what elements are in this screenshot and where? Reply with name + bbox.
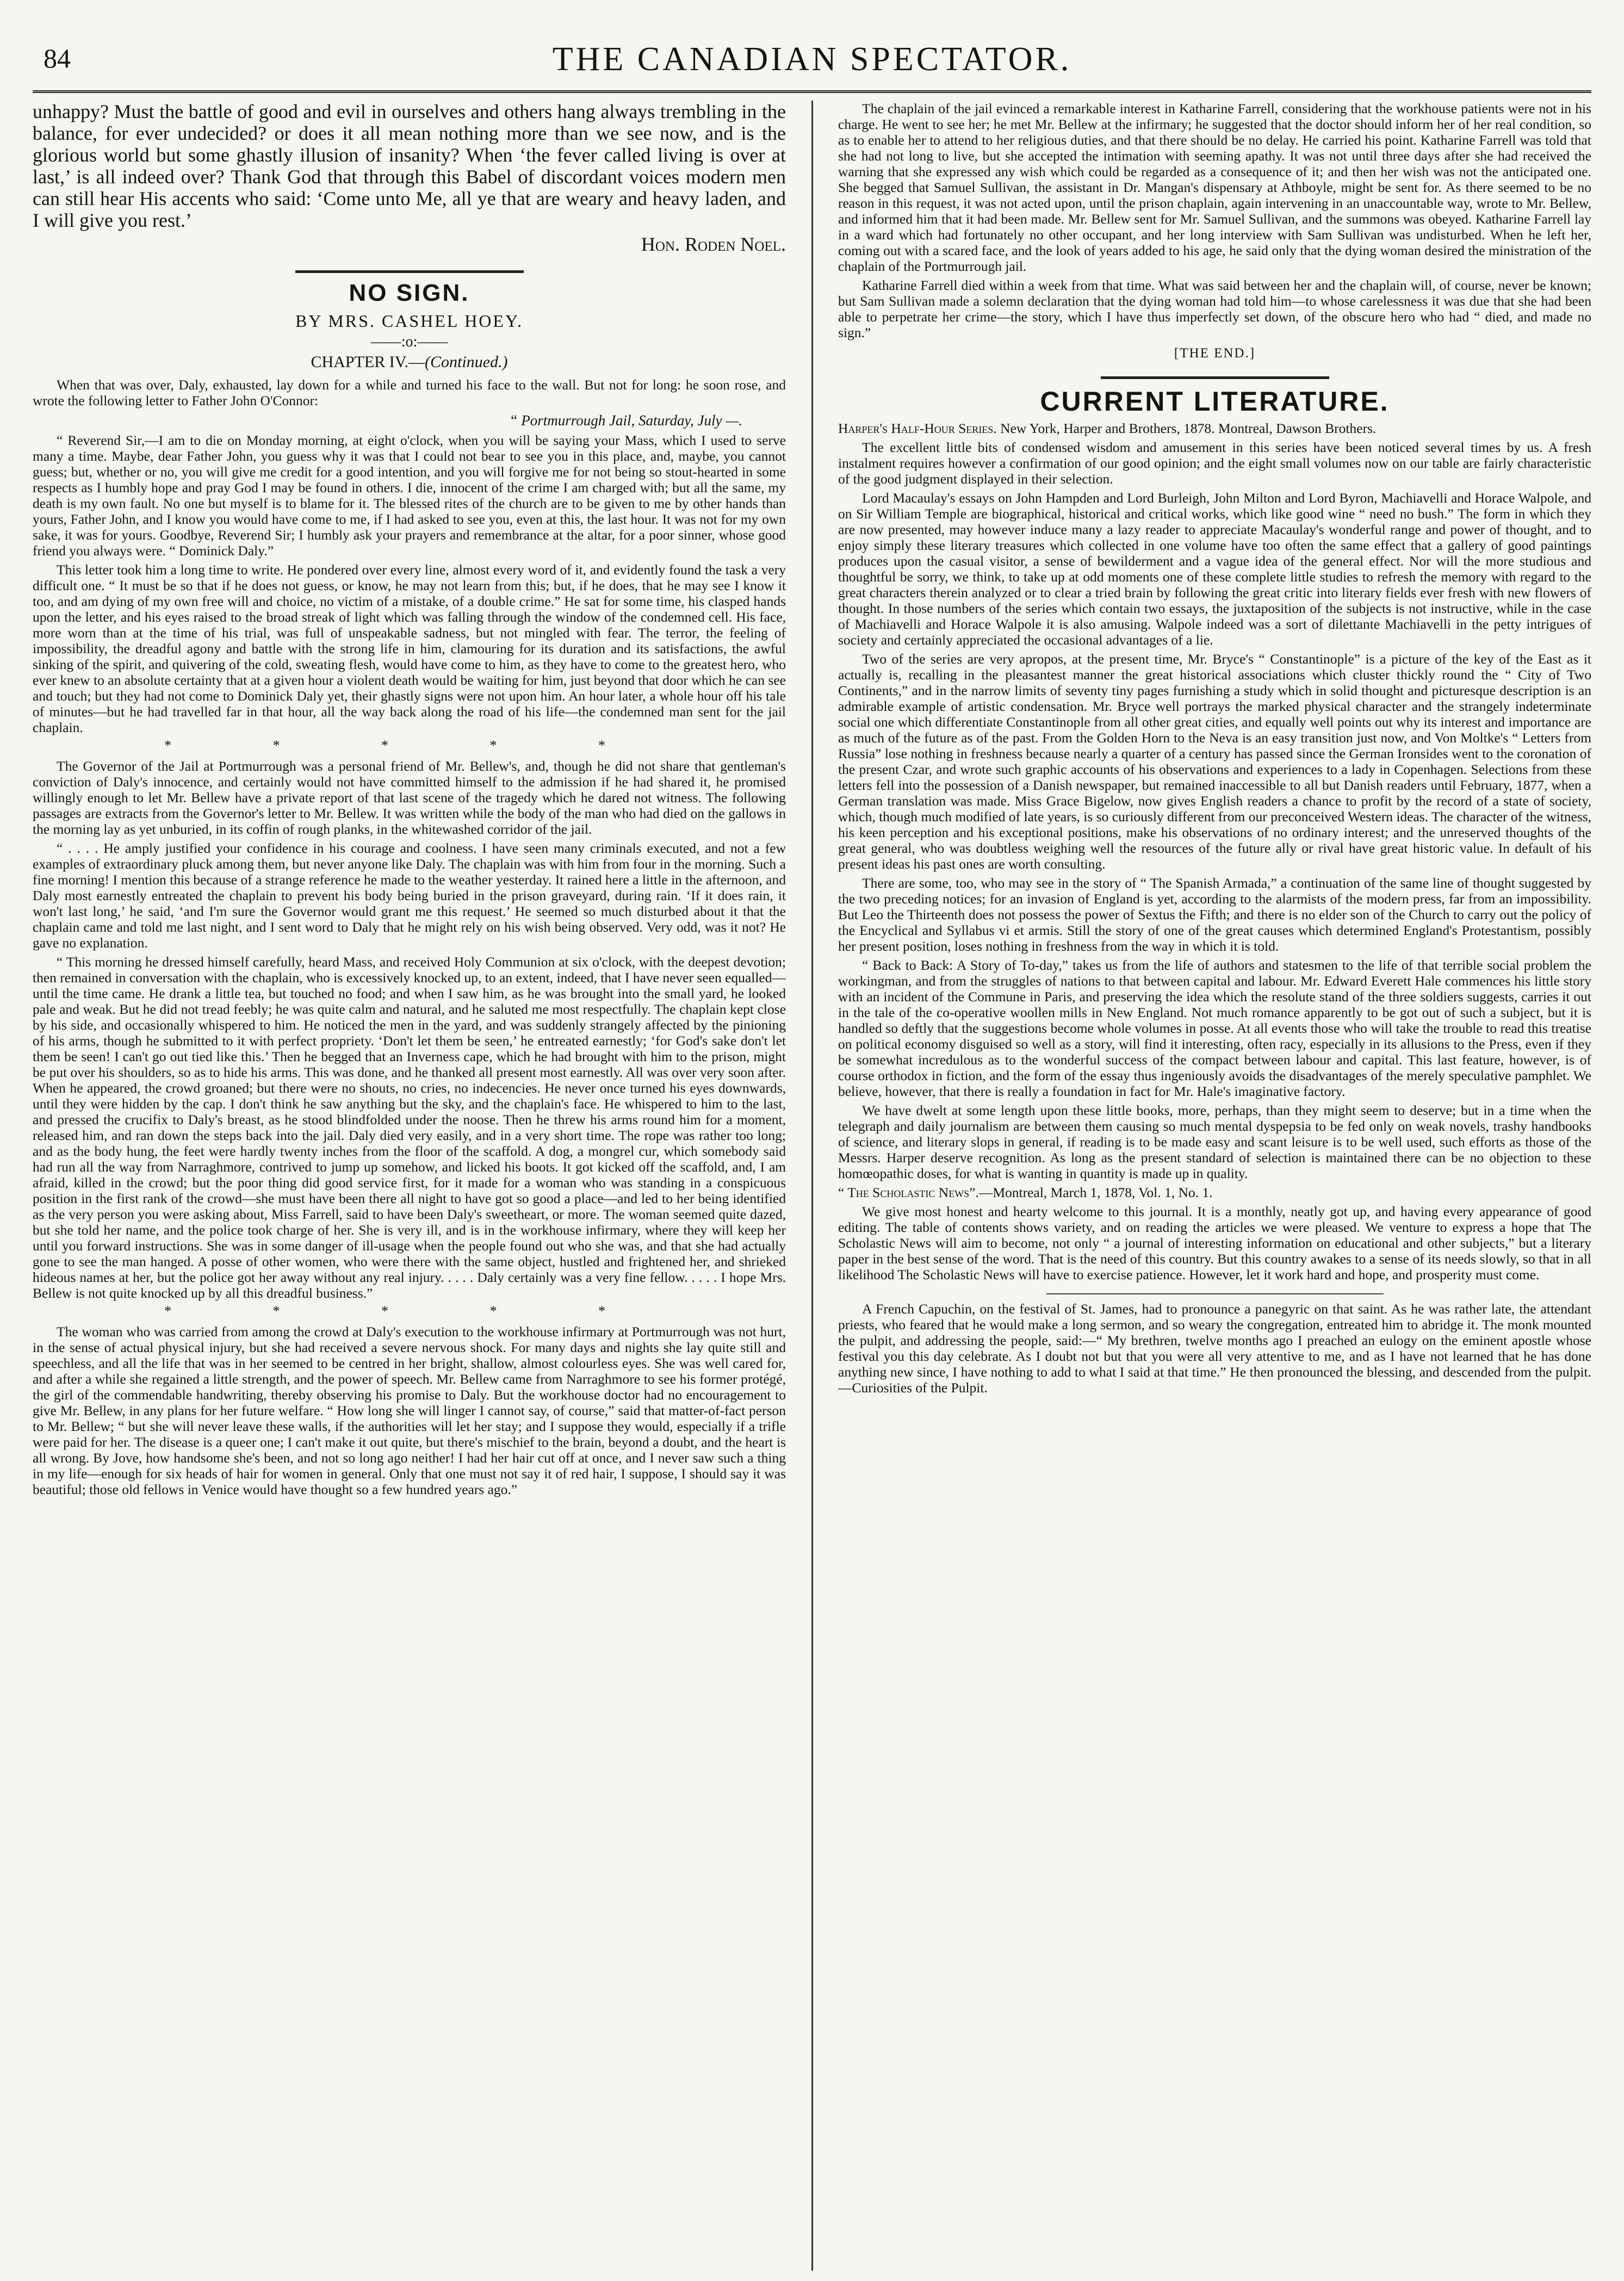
review-paragraph: There are some, too, who may see in the story of “ The Spanish Armada,” a continuation of the same line of thought suggested by the two preceding notices; for an invasion of England is yet, according to the alarmists of the modern press, far from an impossibility. But Leo the Thirteenth does not possess the power of Sextus the Fifth; and there is no elder son of the Church to carry out the policy of the Encyclical and Syllabus vi et armis. Still the story of one of the great causes which determined England's Protestantism, possibly her present position, loses nothing in freshness from the way in which it is told. <box>838 875 1591 954</box>
section-rule <box>295 270 524 273</box>
section-rule <box>1101 376 1329 379</box>
separator: ——:o:—— <box>370 333 448 350</box>
right-column <box>838 101 1591 2271</box>
left-column <box>33 101 786 2271</box>
review-paragraph: Two of the series are very apropos, at the present time, Mr. Bryce's “ Constantinople” is a picture of the key of the East as it actually is, recalling in the pleasantest manner the great historical associations which cluster thickly round the “ City of Two Continents,” and in the narrow limits of seventy tiny pages furnishing a study which in solid thought and picturesque description is an admirable example of artistic condensation. Mr. Bryce well portrays the marked physical character and the strangely indeterminate social one which differentiate Constantinople from all other great cities, and equally well points out why its interest and importance are as much of the future as of the past. From the Golden Horn to the Neva is an easy transition just now, and Von Moltke's “ Letters from Russia” lose nothing in freshness because nearly a quarter of a century has passed since the German Ironsides went to the coronation of the present Czar, and wrote such graphic accounts of his observations and experiences to a lady in Copenhagen. Selections from these letters fell into the possession of a Danish newspaper, but remained inaccessible to all but Danish readers until February, 1877, when a German translation was made. Miss Grace Bigelow, now gives English readers a chance to profit by the record of a state of society, which, though much modified of late years, is so curiously different from our preconceived Western ideas. The character of the witness, his keen perception and his exceptional positions, make his observations of no ordinary interest; and the unreserved thoughts of the great general, who was doubtless weighing well the resources of the future ally or rival have great historic value. In default of his present ideas his past ones are worth consulting. <box>838 651 1591 872</box>
series-name: Harper's Half-Hour Series. <box>838 420 997 436</box>
story-paragraph: Katharine Farrell died within a week from that time. What was said between her and the chaplain will, of course, never be known; but Sam Sullivan made a solemn declaration that the dying woman had told him—to whose carelessness it was due that she had been able to perpetrate her crime—the story, which I have thus imperfectly set down, of the obscure hero who had “ died, and made no sign.” <box>838 277 1591 340</box>
section-title: CURRENT LITERATURE. <box>1040 386 1390 417</box>
page-number: 84 <box>44 43 71 73</box>
letter-dateline: “ Portmurrough Jail, Saturday, July —. <box>509 412 742 429</box>
story-paragraph: This letter took him a long time to write. He pondered over every line, almost every word of it, and evidently found the task a very difficult one. “ It must be so that if he does not guess, or know, he may not learn from this; but, if he does, that he may see I know it too, and am dying of my own free will and choice, no victim of a mistake, of a double crime.” He sat for some time, his clasped hands upon the letter, and his eyes raised to the broad streak of light which was falling through the window of the condemned cell. His face, more worn than at the time of his trial, was full of unspeakable sadness, but not mingled with fear. The terror, the feeling of impossibility, the dreadful agony and battle with the strong life in him, clamouring for its duration and its satisfactions, the awful sinking of the spirit, and quivering of the cold, sweating flesh, would have come to him, as they have to come to the greatest hero, who ever knew to an absolute certainty that at a given hour a violent death would be waiting for him, just beyond that door which he can see and touch; but they had not come to Dominick Daly yet, their ghastly signs were not upon him. An hour later, a whole hour off his tale of minutes—but he had travelled far in that hour, all the way back along the road of his life—the condemned man sent for the jail chaplain. <box>33 562 786 735</box>
story-paragraph: “ This morning he dressed himself carefully, heard Mass, and received Holy Communion at six o'clock, with the deepest devotion; then remained in conversation with the chaplain, who is excessively knocked up, to an extent, indeed, that I have never seen equalled—until the time came. He drank a little tea, but touched no food; and when I saw him, as he was brought into the small yard, he looked pale and weak. But he did not tread feebly; he was quite calm and natural, and he saluted me most respectfully. The chaplain kept close by his side, and occasionally whispered to him. He noticed the men in the yard, and was suddenly strangely affected by the pinioning of his arms, though he submitted to it with perfect propriety. ‘Don't let them be seen,’ he entreated earnestly; ‘for God's sake don't let them be seen! I can't go out tied like this.’ Then he begged that an Inverness cape, which he had brought with him to the prison, might be put over his shoulders, so as to hide his arms. This was done, and he thanked all present most earnestly. All was over very soon after. When he appeared, the crowd groaned; but there were no shouts, no cries, no indecencies. He never once turned his eyes downwards, until they were hidden by the cap. I don't think he saw anything but the sky, and the chaplain's face. He whispered to him to the last, and pressed the crucifix to Daly's breast, as he stood blindfolded under the noose. Then he threw his arms round him for a moment, released him, and ran down the steps back into the jail. Daly died very easily, and in a very short time. The rope was rather too long; and as the body hung, the feet were hardly twenty inches from the floor of the scaffold. A dog, a mongrel cur, which somebody said had run all the way from Narraghmore, contrived to jump up somehow, and licked his boots. It got kicked off the scaffold, and, I am afraid, killed in the crowd; but the poor thing did good service first, for it made for a woman who was standing in a conspicuous position in the first rank of the crowd—she must have been there all night to have got so good a place—and led to her being identified as the very person you were asking about, Miss Farrell, said to have been Daly's sweetheart, or more. The woman seemed quite dazed, but she told her name, and the police took charge of her. She is very ill, and is in the workhouse infirmary, where they will keep her until you forward instructions. She was in some danger of ill-usage when the people found out who she was, and that she had actually gone to see the man hanged. A posse of other women, who were there with the same object, hustled and frightened her, and shrieked hideous names at her, but the police got her away without any real injury. . . . . Daly certainly was a very fine fellow. . . . . I hope Mrs. Bellew is not quite knocked up by all this dreadful business.” <box>33 954 786 1301</box>
story-paragraph: When that was over, Daly, exhausted, lay down for a while and turned his face to the wall. But not for long: he soon rose, and wrote the following letter to Father John O'Connor: <box>33 377 786 408</box>
review-paragraph: We give most honest and hearty welcome to this journal. It is a monthly, neatly got up, and having every appearance of good editing. The table of contents shows variety, and on reading the articles we were pleased. We venture to express a hope that The Scholastic News will aim to become, not only “ a journal of interesting information on educational and other subjects,” but a literary paper in the best sense of the word. That is the need of this country. But this country awakes to a sense of its needs slowly, so that in all likelihood The Scholastic News will have to exercise patience. However, let it work hard and hope, and prosperity must come. <box>838 1204 1591 1282</box>
essay-author: Hon. Roden Noel. <box>641 233 786 255</box>
review-paragraph: “ Back to Back: A Story of To-day,” takes us from the life of authors and statesmen to the life of that terrible social problem the workingman, and from the struggles of nations to that between capital and labour. Mr. Edward Everett Hale commences his little story with an incident of the Commune in Paris, and preserving the idea which the resolute stand of the three soldiers suggests, carries it out in the tale of the co-operative woollen mills in New England. Not much romance apparently to be got out of such a subject, but it is handled so deftly that the suggestions become whole volumes in posse. At all events those who will take the trouble to read this treatise on political economy disguised so well as a story, will find it interesting, often racy, especially in its allusions to the Press, even if they be somewhat incredulous as to the wonderful success of the compact between labour and capital. This last feature, however, is of course orthodox in fiction, and the form of the essay thus ingeniously avoids the disadvantages of the merely speculative pamphlet. We believe, however, that there is really a foundation in fact for Mr. Hale's imaginative factory. <box>838 957 1591 1099</box>
story-paragraph: “ . . . . He amply justified your confidence in his courage and coolness. I have seen many criminals executed, and not a few examples of extraordinary pluck among them, but never anyone like Daly. The chaplain was with him from four in the morning. Such a fine morning! I mention this because of a strange reference he made to the weather yesterday. It rained here a little in the afternoon, and Daly most earnestly entreated the chaplain to prevent his body being buried in the prison graveyard, during rain. ‘If it does rain, it won't last long,’ he said, ‘and I'm sure the Governor would grant me this request.’ He seemed so much disturbed about it that the chaplain came and told me last night, and I sent word to Daly that he might rely on his wish being observed. Very odd, was it not? He gave no explanation. <box>33 840 786 951</box>
journal-name: “ The Scholastic News” <box>838 1185 976 1200</box>
anecdote-paragraph: A French Capuchin, on the festival of St. James, had to pronounce a panegyric on that saint. As he was rather late, the attendant priests, who feared that he would make a long sermon, and so weary the congregation, entreated him to abridge it. The monk mounted the pulpit, and addressing the people, said:—“ My brethren, twelve months ago I preached an eulogy on the eminent apostle whose festival you this day celebrate. As I doubt not but that you were all very attentive to me, and as I have not learned that he has done anything new since, I have nothing to add to what I said at that time.” He then pronounced the blessing, and descended from the pulpit.—Curiosities of the Pulpit. <box>838 1301 1591 1396</box>
chapter-continued: (Continued.) <box>425 353 508 371</box>
story-byline: BY MRS. CASHEL HOEY. <box>295 311 523 331</box>
review-paragraph: We have dwelt at some length upon these little books, more, perhaps, than they might seem to deserve; but in a time when the telegraph and daily journalism are between them causing so much mental dyspepsia to be fed only on weak novels, trashy handbooks of science, and literary slops in general, if reading is to be made easy and scant leisure is to be well used, such efforts as those of the Messrs. Harper deserve recognition. As long as the present standard of selection is maintained there can be no objection to these homœopathic doses, for what is wanting in quantity is made up in quality. <box>838 1102 1591 1181</box>
story-paragraph: The Governor of the Jail at Portmurrough was a personal friend of Mr. Bellew's, and, though he did not share that gentleman's conviction of Daly's innocence, and certainly would not have committed himself to the admission if he had shared it, he promised willingly enough to let Mr. Bellew have a private report of that last scene of the tragedy which he dared not witness. The following passages are extracts from the Governor's letter to Mr. Bellew. It was written while the body of the man who had died on the gallows in the morning lay as yet unburied, in its coffin of rough planks, in the whitewashed corridor of the jail. <box>33 758 786 837</box>
journal-title: THE CANADIAN SPECTATOR. <box>552 41 1072 78</box>
story-paragraph: The chaplain of the jail evinced a remarkable interest in Katharine Farrell, considering that the workhouse patients were not in his charge. He went to see her; he met Mr. Bellew at the infirmary; he suggested that the doctor should inform her of her real condition, so as to enable her to attend to her religious duties, and that there should be no delay. He carried his point. Katharine Farrell was told that she had not long to live, but she accepted the intimation with seeming apathy. It was not until three days after she had received the warning that she expressed any wish which could be regarded as a consequence of it; and then her wish was not the anticipated one. She begged that Samuel Sullivan, the assistant in Dr. Mangan's dispensary at Athboyle, might be sent for. As there seemed to be no reason in this request, it was not acted upon, until the prison chaplain, again intervening in an unaccountable way, wrote to Mr. Bellew, and informed him that it had been made. Mr. Bellew sent for Mr. Samuel Sullivan, and the summons was obeyed. Katharine Farrell lay in a ward which had fortunately no other occupant, and her long interview with Sam Sullivan was undisturbed. When he left her, coming out with a scared face, and the look of years added to his age, he said only that the dying woman desired the ministration of the chaplain of the Portmurrough jail. <box>838 101 1591 274</box>
review-heading <box>838 420 1591 436</box>
chapter-label: CHAPTER IV.— <box>311 353 425 371</box>
review-heading <box>838 1185 1591 1200</box>
story-title: NO SIGN. <box>349 280 470 306</box>
story-paragraph: The woman who was carried from among the crowd at Daly's execution to the workhouse infirmary at Portmurrough was not hurt, in the sense of actual physical injury, but she had received a severe nervous shock. For many days and nights she lay quite still and speechless, and all the life that was in her seemed to be centred in her bright, shallow, almost colourless eyes. She was well cared for, and after a while she regained a little strength, and the power of speech. Mr. Bellew came from Narraghmore to see his former protégé, the girl of the commendable handwriting, thereby observing his promise to Daly. But the workhouse doctor had no encouragement to give Mr. Bellew, in any plans for her future welfare. “ How long she will linger I cannot say, of course,” said that matter-of-fact person to Mr. Bellew; “ but she will never leave these walls, if the authorities will let her stay; and I suppose they would, especially if a trifle were paid for her. The disease is a queer one; I can't make it out quite, but there's mischief to the brain, beyond a doubt, and the heart is all wrong. By Jove, how handsome she's been, and not so long ago neither! I had her hair cut off at once, and I never saw such a thing in my life—enough for six heads of hair for women in general. Only that one must not say it of red hair, I suppose, I should say it was beautiful; those old fellows in Venice would have thought so a few hundred years ago.” <box>33 1324 786 1497</box>
publisher-info: New York, Harper and Brothers, 1878. Montreal, Dawson Brothers. <box>996 420 1377 436</box>
review-paragraph: The excellent little bits of condensed wisdom and amusement in this series have been noticed several times by us. A fresh instalment requires however a confirmation of our good opinion; and the eight small volumes now on our table are fairly characteristic of the good judgment displayed in their selection. <box>838 439 1591 487</box>
column-divider <box>811 101 813 2271</box>
chapter-heading <box>33 353 786 371</box>
review-paragraph: Lord Macaulay's essays on John Hampden and Lord Burleigh, John Milton and Lord Byron, Machiavelli and Horace Walpole, and on Sir William Temple are biographical, historical and critical works, which like good wine “ need no bush.” The form in which they are now presented, may however induce many a lazy reader to appreciate Macaulay's wonderful range and power of thought, and to enjoy simply these literary treasures which collected in one volume have too often the same effect that a gallery of good paintings produces upon the casual visitor, a sense of bewilderment and a vague idea of the general effect. Nor will the more studious and thoughtful be sorry, we think, to take up at odd moments one of these complete little studies to refresh the memory with regard to the great characters therein analyzed or to clear a tried brain by following the great critic into literary fields ever fresh with new flowers of thought. In those numbers of the series which contain two essays, the juxtaposition of the subjects is not instructive, while in the case of Machiavelli and Horace Walpole it is also amusing. Walpole indeed was a sort of dilettante Machiavelli in the petty intrigues of society and certainly appreciated the occasional advantages of a lie. <box>838 490 1591 648</box>
columns <box>33 101 1591 2271</box>
essay-ending: unhappy? Must the battle of good and evil in ourselves and others hang always trembling in the balance, for ever undecided? or does it all mean nothing more than we see now, and is the glorious world but some ghastly illusion of insanity? When ‘the fever called living is over at last,’ is all indeed over? Thank God that through this Babel of discordant voices modern men can still hear His accents who said: ‘Come unto Me, all ye that are weary and heavy laden, and I will give you rest.’ <box>33 101 786 231</box>
divider <box>1046 1293 1384 1294</box>
section-stars: * * * * * <box>164 1303 654 1319</box>
the-end: [THE END.] <box>1174 346 1256 361</box>
story-paragraph: “ Reverend Sir,—I am to die on Monday morning, at eight o'clock, when you will be saying your Mass, which I used to serve many a time. Maybe, dear Father John, you guess why it was that I could not bear to see you in this place, and, maybe, you cannot guess; but, whether or no, you will give me credit for a good intention, and you will forgive me for not being so stout-hearted in some respects as I humbly hope and pray God I may be found in others. I die, innocent of the crime I am charged with; but all the same, my death is my own fault. No one but myself is to blame for it. The blessed rites of the church are to be given to me by other hands than yours, Father John, and I know you would have come to me, if I had asked to see you, even at this, the last hour. It was not for my own sake, it was for yours. Goodbye, Reverend Sir; I humbly ask your prayers and remembrance at the altar, for a poor sinner, whose good friend you always were. “ Dominick Daly.” <box>33 432 786 559</box>
masthead <box>33 38 1591 93</box>
section-stars: * * * * * <box>164 737 654 753</box>
journal-info: .—Montreal, March 1, 1878, Vol. 1, No. 1. <box>975 1185 1213 1200</box>
